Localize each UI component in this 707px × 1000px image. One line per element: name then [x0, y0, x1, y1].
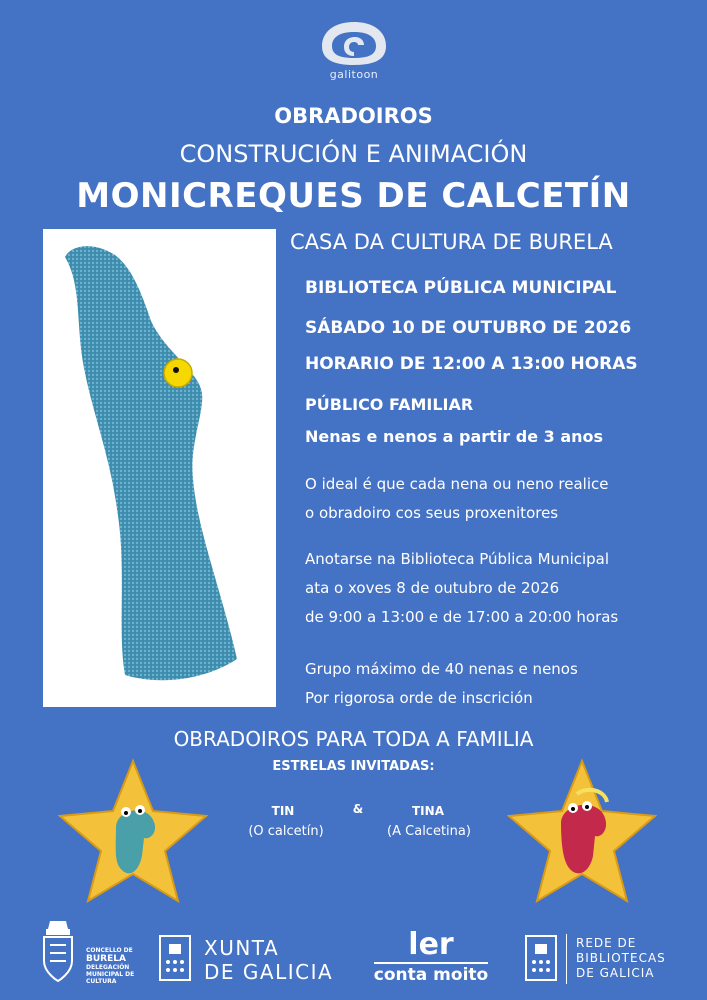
- ideal-line-1: O ideal é que cada nena ou neno realice: [305, 475, 609, 493]
- rede-divider: [566, 934, 567, 984]
- burela-line-3: DELEGACIÓN: [86, 964, 130, 971]
- guest1-subtitle: (O calcetín): [248, 824, 324, 839]
- burela-line-2: BURELA: [86, 954, 126, 964]
- guest1-name: TIN: [271, 804, 295, 818]
- galitoon-logo-icon: [318, 18, 390, 68]
- ideal-paragraph: [305, 470, 608, 528]
- title-monicreques: MONICREQUES DE CALCETÍN: [76, 176, 631, 216]
- rede-bibliotecas-logo: [524, 934, 694, 986]
- family-title: OBRADOIROS PARA TODA A FAMILIA: [173, 727, 534, 751]
- xunta-emblem-icon: [158, 934, 192, 982]
- xunta-caption: [204, 936, 333, 984]
- galitoon-logo: [318, 18, 390, 88]
- coat-of-arms-icon: [40, 915, 76, 985]
- guest2-subtitle: (A Calcetina): [387, 824, 471, 839]
- galicia-emblem-icon: [524, 934, 558, 982]
- rede-line-1: REDE DE: [576, 936, 637, 950]
- xunta-line-2: DE GALICIA: [204, 960, 334, 984]
- burela-line-4: MUNICIPAL DE: [86, 971, 135, 978]
- audience-text: PÚBLICO FAMILIAR: [305, 395, 474, 414]
- xunta-line-1: XUNTA: [204, 936, 280, 960]
- library-text: BIBLIOTECA PÚBLICA MUNICIPAL: [305, 278, 617, 298]
- star-icon: [58, 756, 208, 906]
- conta-moito-text: conta moito: [373, 965, 489, 985]
- ampersand: &: [352, 802, 364, 816]
- star-icon: [507, 756, 657, 906]
- group-line-2: Por rigorosa orde de inscrición: [305, 689, 533, 707]
- ler-conta-moito-logo: [366, 927, 496, 990]
- registration-line-3: de 9:00 a 13:00 e de 17:00 a 20:00 horas: [305, 608, 619, 626]
- schedule-text: HORARIO DE 12:00 A 13:00 HORAS: [305, 354, 638, 374]
- title-construcion: CONSTRUCIÓN E ANIMACIÓN: [179, 140, 528, 168]
- venue-text: CASA DA CULTURA DE BURELA: [290, 230, 613, 254]
- date-text: SÁBADO 10 DE OUTUBRO DE 2026: [305, 318, 632, 338]
- brand-name: galitoon: [329, 68, 379, 81]
- rede-line-3: DE GALICIA: [576, 966, 655, 980]
- star-right: [507, 756, 657, 906]
- guests-label: ESTRELAS INVITADAS:: [272, 759, 435, 774]
- rede-caption: [576, 936, 666, 981]
- registration-paragraph: [305, 545, 618, 632]
- ideal-line-2: o obradoiro cos seus proxenitores: [305, 504, 559, 522]
- burela-logo: [40, 915, 155, 987]
- rede-line-2: BIBLIOTECAS: [576, 951, 666, 965]
- sock-puppet-image: [43, 229, 276, 707]
- age-text: Nenas e nenos a partir de 3 anos: [305, 427, 604, 446]
- ler-text: ler: [408, 927, 454, 962]
- burela-line-1: CONCELLO DE: [86, 947, 133, 954]
- burela-caption: [86, 947, 134, 985]
- group-line-1: Grupo máximo de 40 nenas e nenos: [305, 660, 578, 678]
- group-paragraph: [305, 655, 578, 713]
- ler-divider: [374, 962, 488, 964]
- registration-line-1: Anotarse na Biblioteca Pública Municipal: [305, 550, 610, 568]
- xunta-logo: [158, 934, 348, 986]
- burela-line-5: CULTURA: [86, 978, 117, 985]
- registration-line-2: ata o xoves 8 de outubro de 2026: [305, 579, 560, 597]
- star-left: [58, 756, 208, 906]
- title-obradoiros: OBRADOIROS: [274, 104, 433, 128]
- guest2-name: TINA: [412, 804, 444, 818]
